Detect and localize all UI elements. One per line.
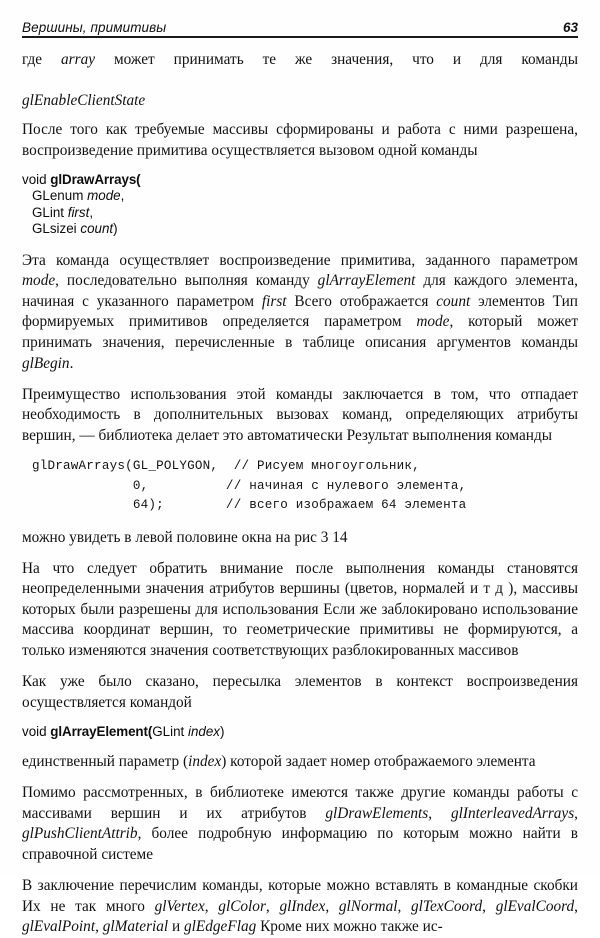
command-gltexcoord: glTexCoord [411,897,483,915]
paragraph-command-description [22,251,578,375]
parameter-separator: , [89,204,94,220]
text-run: элементов Тип формируемых примитивов определяется параметром [22,292,578,331]
parameter-name: index [187,723,220,739]
text-run: Помимо рассмотренных, в библиотеке имеются также другие команды работы с массивами вершин и их атрибутов [22,784,578,822]
text-run: где [22,50,62,68]
parameter-type: GLenum [32,188,88,204]
running-head-title: Вершины, примитивы [22,19,167,35]
return-type: void [22,172,51,188]
param-index: index [188,753,222,771]
parameter-type: GLint [152,723,188,739]
command-gledgeflag: glEdgeFlag [184,918,257,936]
parameter-count [22,221,578,237]
parameter-type: GLint [32,204,68,220]
code-line: glDrawArrays(GL_POLYGON, // Рисуем многоугольник, [32,459,420,474]
paragraph-advantage: Преимущество использования этой команды заключается в том, что отпадает необходимость в дополнительных вызовах команд, определяющих атрибуты вершин, — библиотека делает это автоматически Результат выполнения команды [22,385,578,444]
parameter-mode [22,188,578,204]
param-mode: mode [22,272,56,290]
parameter-first [22,205,578,221]
paragraph-where-array [22,50,578,112]
paragraph-element-dispatch: Как уже было сказано, пересылка элементов в контекст воспроизведения осуществляется командой [22,673,578,711]
command-glmaterial: glMaterial [102,918,169,936]
command-glpushclientattrib: glPushClientAttrib [22,825,138,843]
paragraph-index-parameter [22,752,578,773]
parameter-name: mode [87,188,121,204]
command-glinterleavedarrays: glInterleavedArrays [450,804,575,822]
paragraph-after-arrays-formed: После того как требуемые массивы сформированы и работа с ними разрешена, воспроизведение примитива осуществляется вызовом одной команды [22,121,578,159]
command-glnormal: glNormal [338,897,398,915]
text-run: , [574,804,578,822]
parameter-name: count [80,221,114,237]
paragraph-attention-note: На что следует обратить внимание после выполнения команды становятся неопределенными значения атрибутов вершины (цветов, нормалей и т д ), массивы которых были разрешены для использования Если же заблокировано использование массива координат вершин, то геометрические примитивы не формируются, а только изменяются значения соответствующих разблокированных массивов [22,559,578,659]
text-run: Всего отображается [286,292,437,310]
text-run: , который может принимать значения, перечисленные в таблице описания аргументов команды [22,313,579,352]
parameter-separator: ) [113,221,118,237]
param-count: count [436,292,471,310]
paragraph-other-commands [22,783,578,865]
command-glvertex: glVertex [154,897,205,915]
function-name: glDrawArrays( [50,172,141,188]
param-first: first [261,292,287,310]
text-run: и [168,918,185,936]
page-body [22,38,578,938]
command-gldrawelements: glDrawElements [325,804,429,822]
code-line: 0, // начиная с нулевого элемента, [32,478,467,493]
signature-parameter-list [22,188,578,237]
signature-glarrayelement [22,724,578,740]
param-mode: mode [416,313,450,331]
paragraph-commands-in-brackets: В заключение перечислим команды, которые можно вставлять в командные скобки Их не так много glVertex, glColor, glIndex, glNormal, glTexCoord, glEvalCoord, glEvalPoint, glMaterial и glEdgeFlag Кроме них можно также ис- [22,877,578,936]
parameter-name: first [67,204,90,220]
text-run: для каждого элемента, начиная с указанного параметром [22,272,578,310]
parameter-separator: ) [220,723,225,739]
command-glenableclientstate: glEnableClientState [22,91,146,109]
signature-head-line [22,724,578,740]
signature-gldrawarrays [22,172,578,238]
text-run: может принимать те же значения, что и для команды [95,50,578,68]
code-line: 64); // всего изображаем 64 элемента [32,498,467,513]
term-array: array [61,50,96,68]
command-glevalcoord: glEvalCoord [495,897,575,915]
text-run: единственный параметр ( [22,753,189,771]
command-glevalpoint: glEvalPoint [22,918,96,936]
text-run: . [69,354,74,372]
command-glindex: glIndex [279,897,326,915]
text-run: Эта команда осуществляет воспроизведение примитива, заданного параметром [22,251,578,269]
function-name: glArrayElement( [50,723,153,739]
command-glcolor: glColor [218,897,266,915]
parameter-separator: , [120,188,125,204]
code-listing [22,457,578,516]
page-number: 63 [562,19,578,35]
text-run: ) которой задает номер отображаемого элемента [221,753,536,771]
paragraph-figure-reference: можно увидеть в левой половине окна на рис 3 14 [22,528,348,546]
signature-head-line [22,172,578,188]
parameter-type: GLsizei [32,221,81,237]
text-run: Кроме них можно также ис- [256,918,443,936]
return-type: void [22,723,51,739]
text-run: , более подробную информацию по которым можно найти в справочной системе [22,825,578,864]
text-run: , последовательно выполняя команду [55,272,318,290]
command-glarrayelement: glArrayElement [317,272,416,290]
command-glbegin: glBegin [22,354,70,372]
text-run: В заключение перечислим команды, которые можно вставлять в командные скобки Их не так много [22,877,578,915]
page-header [22,0,578,35]
text-run: , [428,804,451,822]
